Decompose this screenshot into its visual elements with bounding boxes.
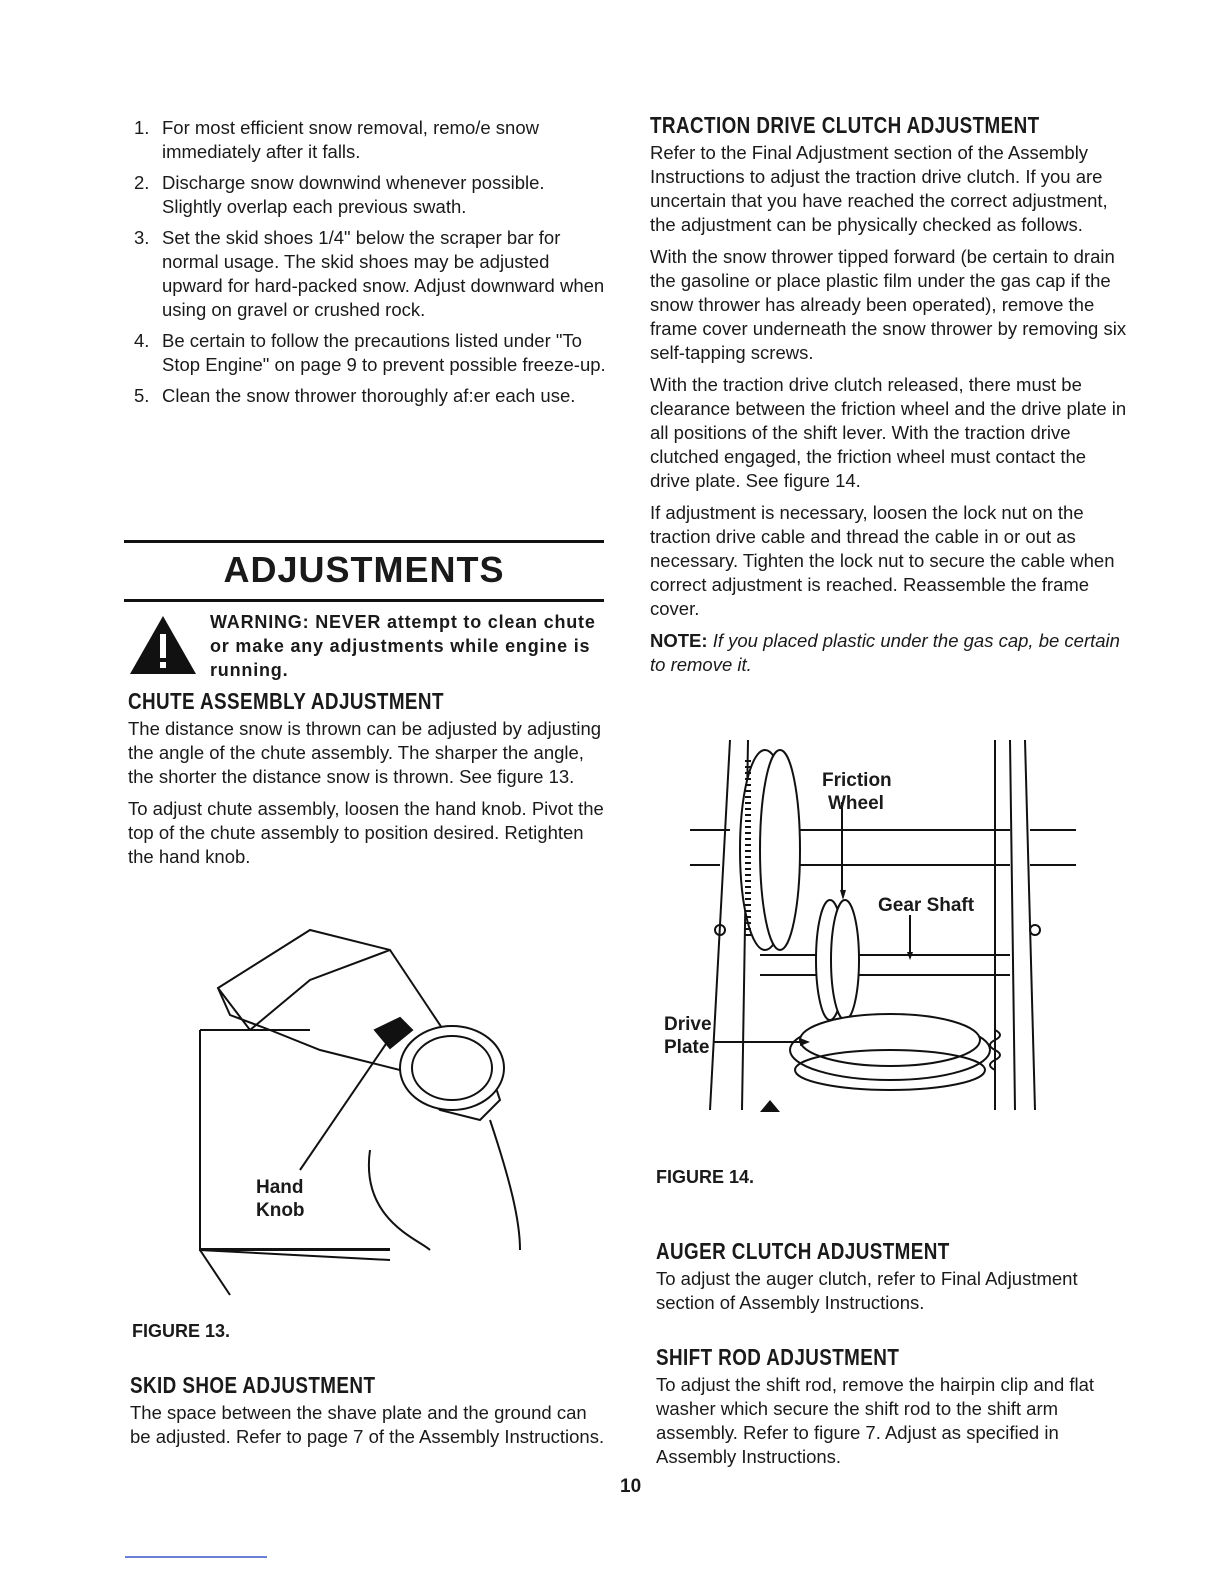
page-number: 10 xyxy=(620,1476,642,1497)
warning-box xyxy=(128,610,606,682)
tips-list xyxy=(128,116,606,408)
warning-text: WARNING: NEVER attempt to clean chute or make any adjustments while engine is running. xyxy=(210,612,596,680)
shift-paragraph: To adjust the shift rod, remove the hairpin clip and flat washer which secure the shift rod to the shift arm assembly. Refer to figure 7. Adjust as specified in Assembly Instructions. xyxy=(656,1374,1095,1467)
traction-paragraph-3: With the traction drive clutch released, there must be clearance between the friction wheel and the drive plate in all positions of the shift lever. With the traction drive clutched engaged, the friction wheel must contact the drive plate. See figure 14. xyxy=(650,374,1127,491)
tip-item: 5. Clean the snow thrower thoroughly af:er each use. xyxy=(134,385,576,406)
shift-heading: SHIFT ROD ADJUSTMENT xyxy=(656,1344,900,1370)
chute-paragraph-1: The distance snow is thrown can be adjusted by adjusting the angle of the chute assembly. The sharper the angle, the shorter the distance snow is thrown. See figure 13. xyxy=(128,718,602,787)
warning-icon xyxy=(128,614,198,676)
footer-line xyxy=(125,1556,267,1558)
traction-heading: TRACTION DRIVE CLUTCH ADJUSTMENT xyxy=(650,112,1040,138)
skid-section xyxy=(130,1372,610,1457)
tip-item: 2. Discharge snow downwind whenever possible. Slightly overlap each previous swath. xyxy=(134,172,545,217)
skid-paragraph: The space between the shave plate and the ground can be adjusted. Refer to page 7 of the Assembly Instructions. xyxy=(130,1402,605,1447)
tip-item: 4. Be certain to follow the precautions listed under "To Stop Engine" on page 9 to prevent possible freeze-up. xyxy=(134,330,606,375)
figure-13-caption: FIGURE 13. xyxy=(132,1321,231,1341)
tips-section xyxy=(128,116,606,415)
tip-item: 3. Set the skid shoes 1/4" below the scraper bar for normal usage. The skid shoes may be adjusted upward for hard-packed snow. Adjust downward when using on gravel or crushed rock. xyxy=(134,227,605,320)
traction-section xyxy=(650,112,1130,677)
auger-heading: AUGER CLUTCH ADJUSTMENT xyxy=(656,1238,950,1264)
traction-paragraph-1: Refer to the Final Adjustment section of the Assembly Instructions to adjust the traction drive clutch. If you are uncertain that you have reached the correct adjustment, the adjustment can be physically checked as follows. xyxy=(650,142,1108,235)
chute-heading: CHUTE ASSEMBLY ADJUSTMENT xyxy=(128,688,444,714)
auger-paragraph: To adjust the auger clutch, refer to Final Adjustment section of Assembly Instructions. xyxy=(656,1268,1078,1313)
figure-13-chute-illustration xyxy=(190,920,530,1300)
hand-knob-label: Hand Knob xyxy=(256,1177,305,1221)
shift-section xyxy=(656,1344,1136,1477)
divider-bottom xyxy=(124,599,604,602)
friction-wheel-label: Friction Wheel xyxy=(822,770,892,814)
traction-note: NOTE: If you placed plastic under the gas cap, be certain to remove it. xyxy=(650,630,1120,675)
chute-section xyxy=(128,688,606,877)
skid-heading: SKID SHOE ADJUSTMENT xyxy=(130,1372,376,1398)
figure-14-caption: FIGURE 14. xyxy=(656,1167,755,1187)
adjustments-header xyxy=(124,540,604,602)
tip-item: 1. For most efficient snow removal, remo/e snow immediately after it falls. xyxy=(134,117,539,162)
drive-plate-label: Drive Plate xyxy=(664,1014,712,1058)
gear-shaft-label: Gear Shaft xyxy=(878,895,975,916)
traction-paragraph-4: If adjustment is necessary, loosen the lock nut on the traction drive cable and thread the cable in or out as necessary. Tighten the lock nut to secure the cable when correct adjustment is reached. Reassemble the frame cover. xyxy=(650,502,1115,619)
traction-paragraph-2: With the snow thrower tipped forward (be certain to drain the gasoline or place plastic film under the gas cap if the snow thrower has already been operated), remove the frame cover underneath the snow thrower by removing six self-tapping screws. xyxy=(650,246,1127,363)
adjustments-title: ADJUSTMENTS xyxy=(223,549,505,590)
auger-section xyxy=(656,1238,1136,1323)
chute-paragraph-2: To adjust chute assembly, loosen the hand knob. Pivot the top of the chute assembly to position desired. Retighten the hand knob. xyxy=(128,798,604,867)
